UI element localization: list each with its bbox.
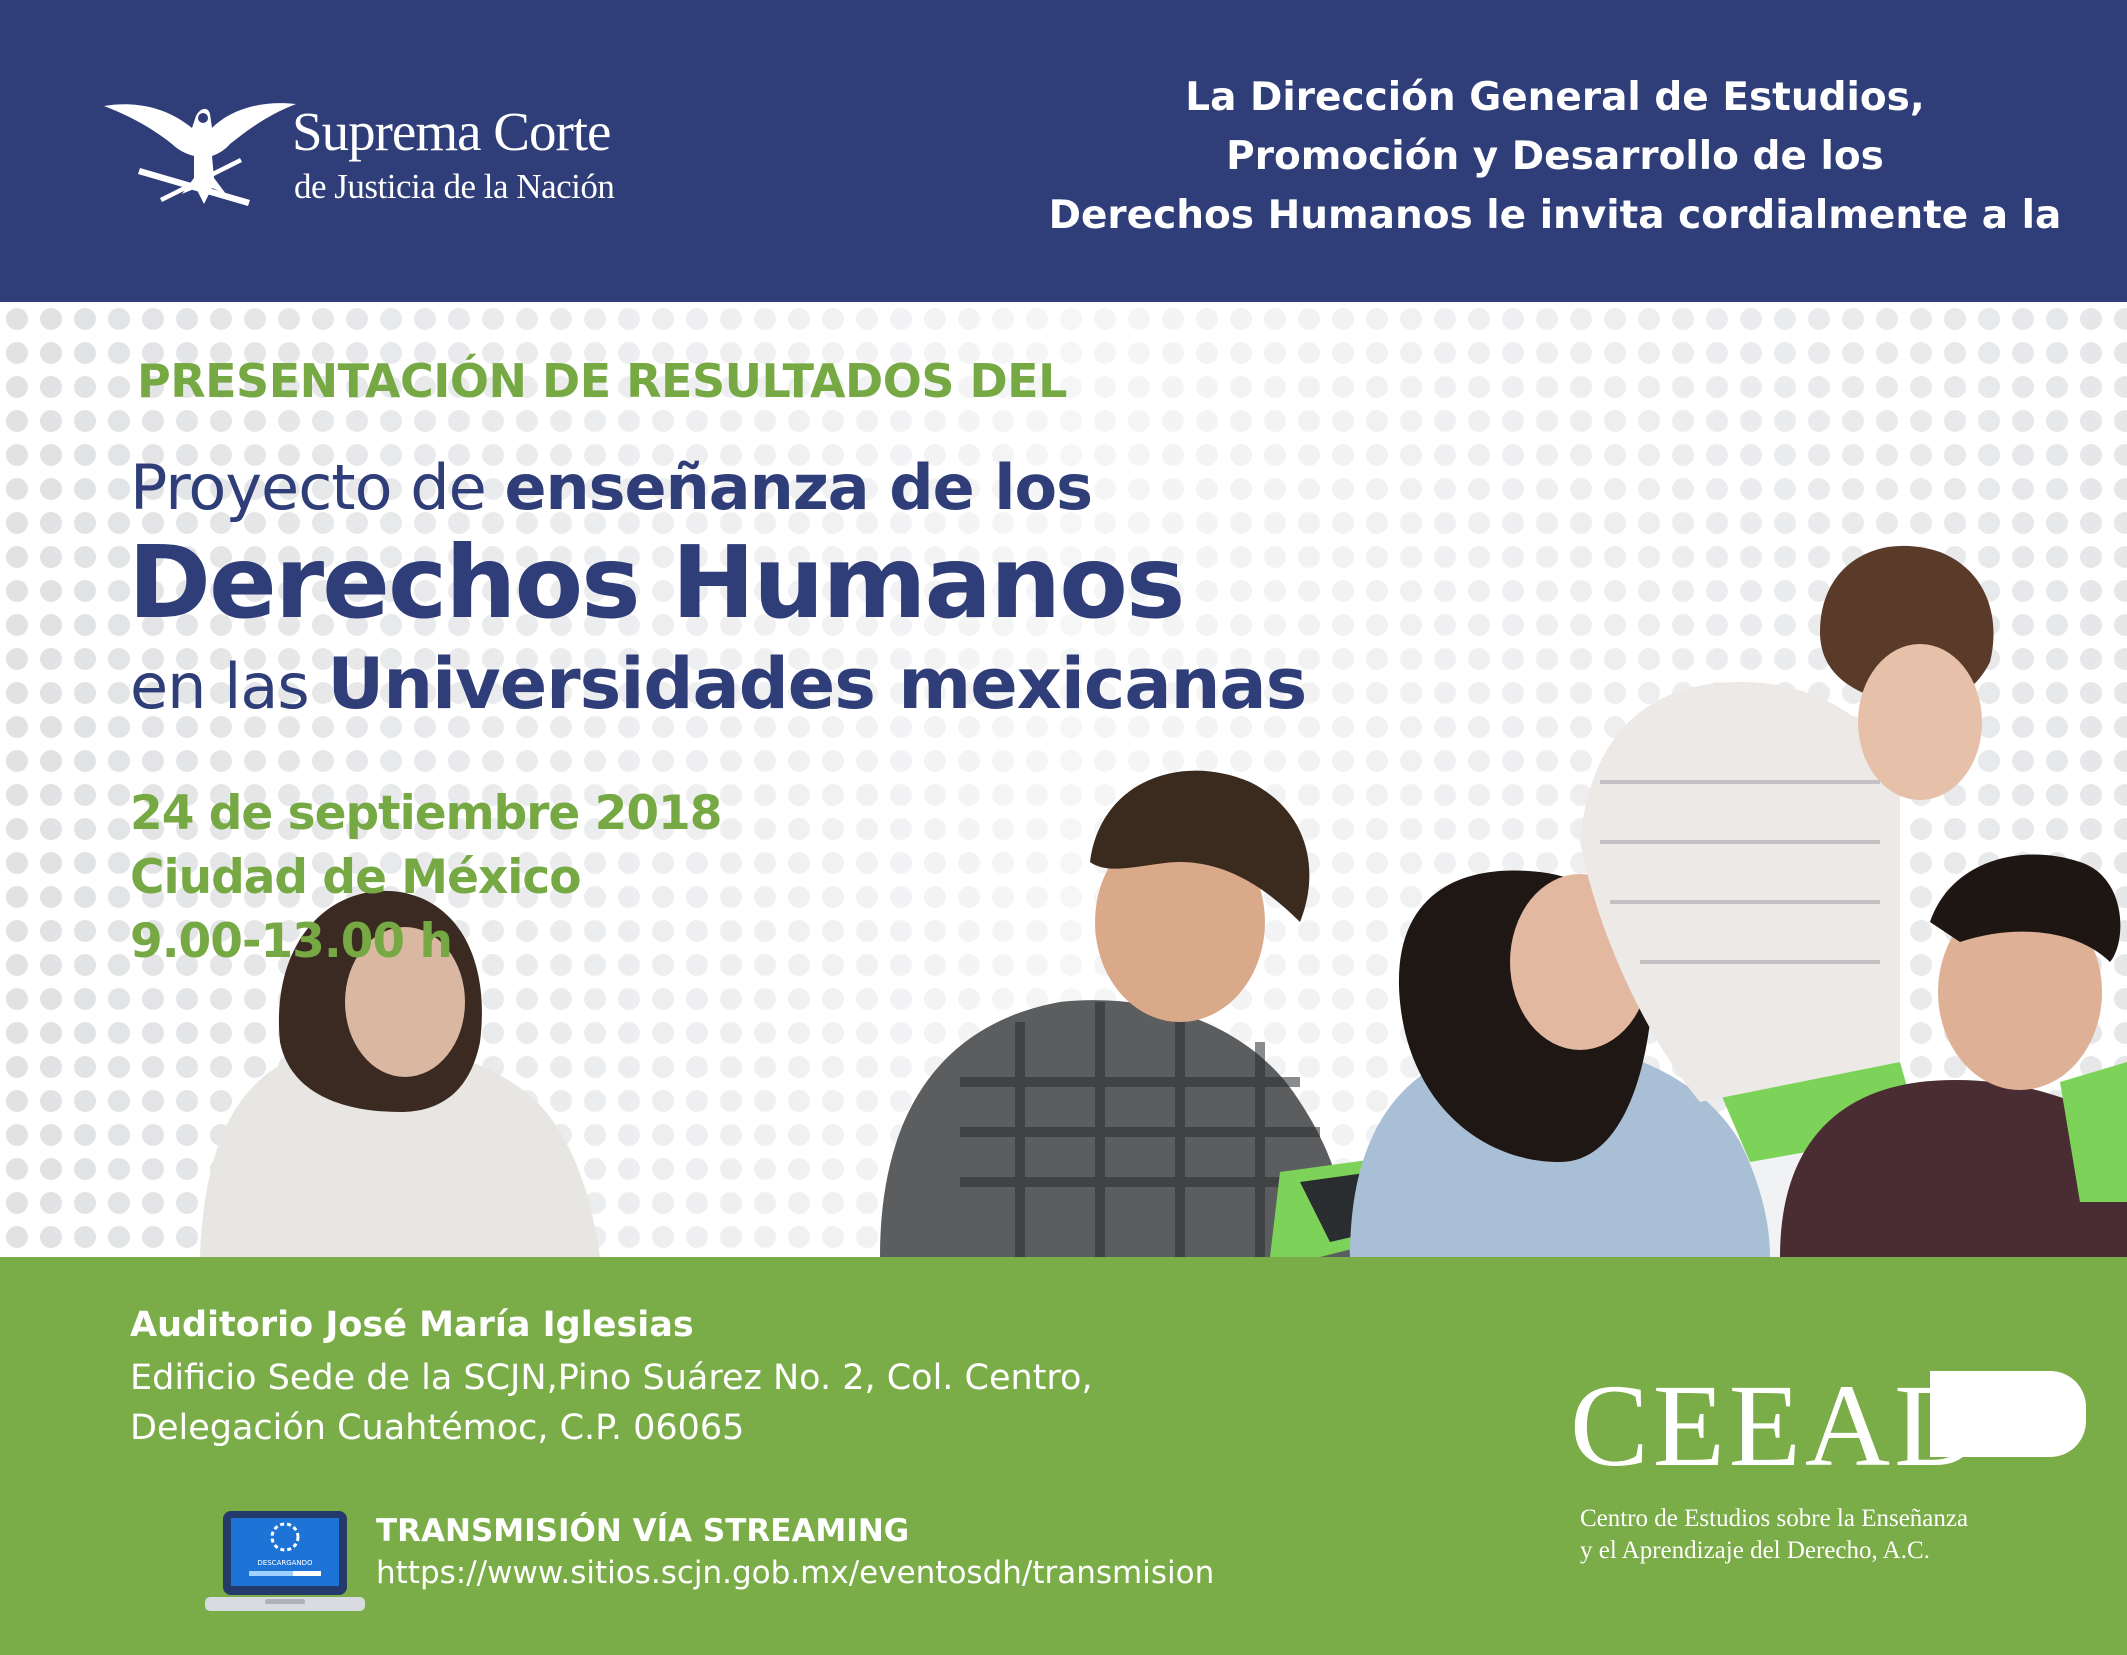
students-photo <box>0 302 2127 1257</box>
invitation-text <box>1010 68 2100 245</box>
event-city: Ciudad de México <box>130 850 581 905</box>
laptop-download-icon <box>205 1507 365 1615</box>
scjn-logo <box>100 88 660 218</box>
laptop-screen-label: DESCARGANDO <box>257 1559 313 1567</box>
streaming-link[interactable]: https://www.sitios.scjn.gob.mx/eventosdh/transmision <box>376 1555 1215 1591</box>
event-title-line2: Derechos Humanos <box>128 524 1184 641</box>
address-line: Delegación Cuahtémoc, C.P. 06065 <box>130 1408 745 1448</box>
title-bold-text: enseñanza de los <box>504 451 1092 524</box>
venue-name: Auditorio José María Iglesias <box>130 1305 694 1345</box>
event-date: 24 de septiembre 2018 <box>130 786 722 841</box>
footer-band <box>0 1257 2127 1655</box>
title-light-text: Proyecto de <box>130 451 505 524</box>
logo-subtitle: de Justicia de la Nación <box>294 167 615 206</box>
hero-section <box>0 302 2127 1257</box>
event-title-line1 <box>130 450 1092 526</box>
event-pretitle: PRESENTACIÓN DE RESULTADOS DEL <box>137 354 1067 408</box>
venue-address <box>130 1353 1093 1453</box>
invite-line: Derechos Humanos le invita cordialmente a la <box>1048 193 2062 238</box>
ceead-subtitle: y el Aprendizaje del Derecho, A.C. <box>1580 1537 1930 1564</box>
title-bold-text: Universidades mexicanas <box>327 643 1307 725</box>
streaming-title: TRANSMISIÓN VÍA STREAMING <box>376 1513 910 1549</box>
header-banner <box>0 0 2127 302</box>
event-time: 9.00-13.00 h <box>130 914 452 969</box>
address-line: Edificio Sede de la SCJN,Pino Suárez No. 2, Col. Centro, <box>130 1358 1093 1398</box>
invite-line: Promoción y Desarrollo de los <box>1226 134 1884 179</box>
event-title-line3 <box>130 643 1307 725</box>
logo-title: Suprema Corte <box>292 101 611 162</box>
ceead-subtitle: Centro de Estudios sobre la Enseñanza <box>1580 1505 1969 1532</box>
event-schedule <box>130 782 721 974</box>
title-light-text: en las <box>130 650 328 723</box>
ceead-logo <box>1570 1360 2110 1627</box>
invite-line: La Dirección General de Estudios, <box>1185 75 1925 120</box>
ceead-wordmark: CEEAD <box>1570 1360 1984 1491</box>
eagle-emblem-icon <box>100 88 300 218</box>
